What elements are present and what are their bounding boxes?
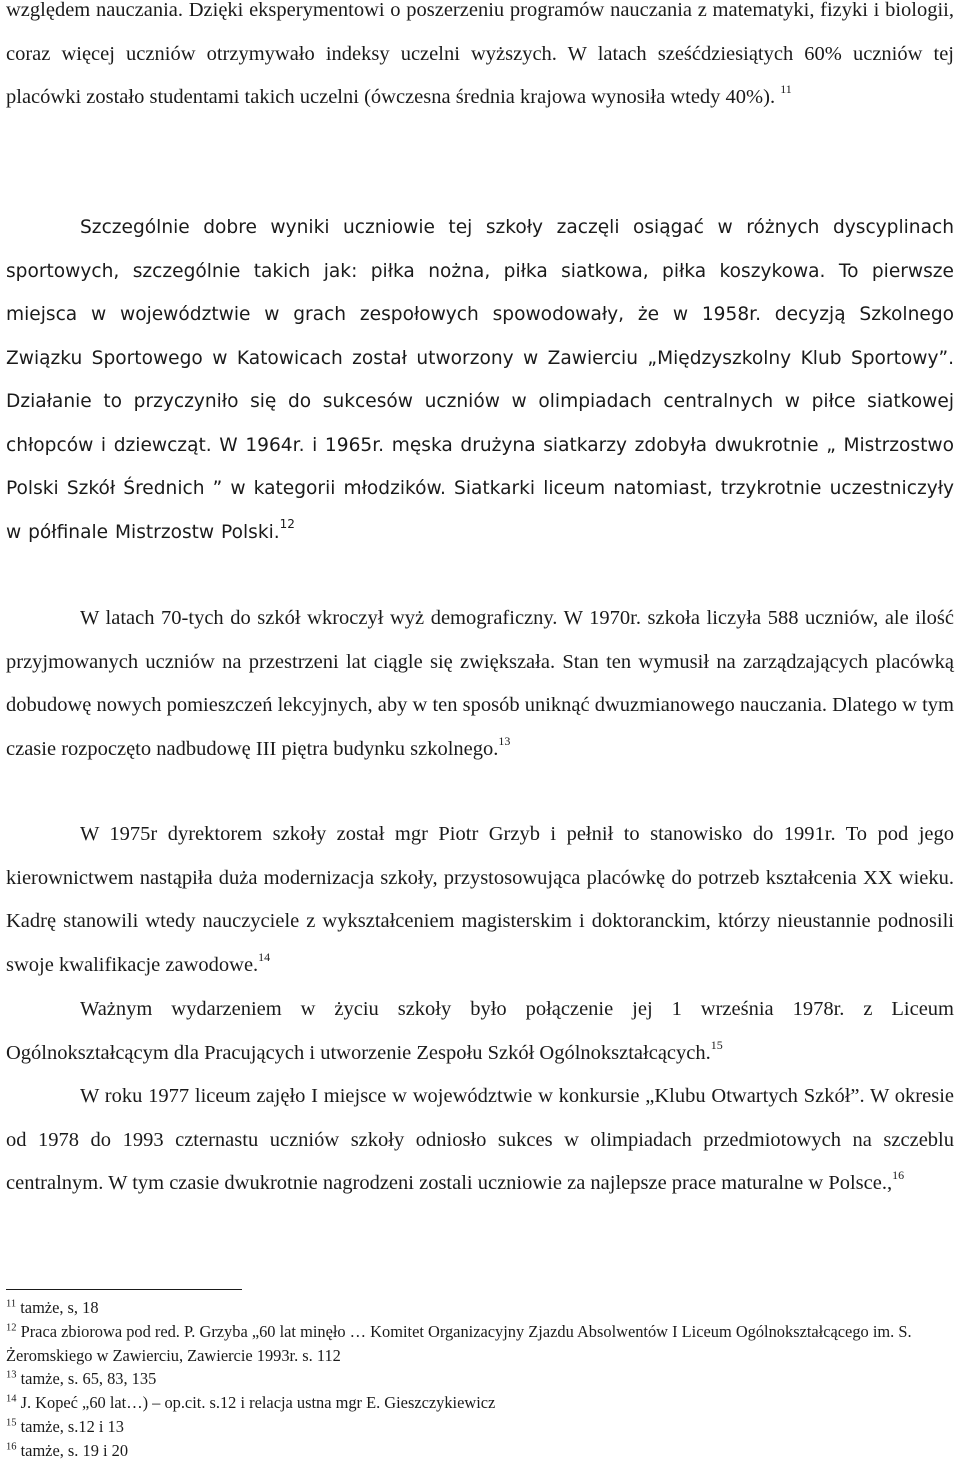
footnote-15 [6,1415,956,1439]
footnote-number: 15 [6,1417,17,1429]
footnote-ref-14[interactable]: 14 [258,949,271,964]
footnote-text: tamże, s.12 i 13 [20,1417,124,1436]
footnote-ref-12[interactable]: 12 [279,516,295,531]
footnote-text: tamże, s. 65, 83, 135 [20,1369,157,1388]
footnote-ref-16[interactable]: 16 [892,1167,905,1182]
paragraph-6-text: W roku 1977 liceum zajęło I miejsce w województwie w konkursie „Klubu Otwartych Szkół”. W okresie od 1978 do 1993 czternastu uczniów szkoły odniosło sukces w olimpiadach przedmiotowych na szczeblu centralnym. W tym czasie dwukrotnie nagrodzeni zostali uczniowie za najlepsze prace maturalne w Polsce., [6,1085,954,1194]
footnote-14 [6,1391,956,1415]
footnote-text: tamże, s. 19 i 20 [20,1441,129,1460]
paragraph-4-text: W 1975r dyrektorem szkoły został mgr Piotr Grzyb i pełnił to stanowisko do 1991r. To pod jego kierownictwem nastąpiła duża modernizacja szkoły, przystosowująca placówkę do potrzeb kształcenia XX wieku. Kadrę stanowili wtedy nauczyciele z wykształceniem magisterskim i doktoranckim, którzy nieustannie podnosili swoje kwalifikacje zawodowe. [6,823,954,976]
footnote-ref-11[interactable]: 11 [780,81,792,96]
paragraph-2 [6,206,954,554]
paragraph-1 [6,0,954,120]
footnote-separator [6,1289,242,1290]
footnote-ref-15[interactable]: 15 [710,1037,723,1052]
paragraph-2-text: Szczególnie dobre wyniki uczniowie tej szkoły zaczęli osiągać w różnych dyscyplinach sportowych, szczególnie takich jak: piłka nożna, piłka siatkowa, piłka koszykowa. To pierwsze miejsca w województwie w grach zespołowych spowodowały, że w 1958r. decyzją Szkolnego Związku Sportowego w Katowicach został utworzony w Zawierciu „Międzyszkolny Klub Sportowy”. Działanie to przyczyniło się do sukcesów uczniów w olimpiadach centralnych w piłce siatkowej chłopców i dziewcząt. W 1964r. i 1965r. męska drużyna siatkarzy zdobyła dwukrotnie „ Mistrzostwo Polski Szkół Średnich ” w kategorii młodzików. Siatkarki liceum natomiast, trzykrotnie uczestniczyły w półfinale Mistrzostw Polski. [6,217,954,543]
paragraph-3 [6,597,954,771]
footnote-text: J. Kopeć „60 lat…) – op.cit. s.12 i relacja ustna mgr E. Gieszczykiewicz [20,1393,496,1412]
footnote-text: tamże, s, 18 [20,1298,99,1317]
footnote-13 [6,1367,956,1391]
footnote-text: Praca zbiorowa pod red. P. Grzyba „60 lat minęło … Komitet Organizacyjny Zjazdu Absolwentów I Liceum Ogólnokształcącego im. S. Żeromskiego w Zawierciu, Zawiercie 1993r. s. 112 [6,1322,912,1365]
footnote-ref-13[interactable]: 13 [498,733,511,748]
footnote-16 [6,1439,956,1463]
paragraph-1-text: względem nauczania. Dzięki eksperymentowi o poszerzeniu programów nauczania z matematyki, fizyki i biologii, coraz więcej uczniów otrzymywało indeksy uczelni wyższych. W latach sześćdziesiątych 60% uczniów tej placówki zostało studentami takich uczelni (ówczesna średnia krajowa wynosiła wtedy 40%). [6,0,954,108]
footnote-number: 16 [6,1441,17,1453]
paragraph-3-text: W latach 70-tych do szkół wkroczył wyż demograficzny. W 1970r. szkoła liczyła 588 uczniów, ale ilość przyjmowanych uczniów na przestrzeni lat ciągle się zwiększała. Stan ten wymusił na zarządzających placówką dobudowę nowych pomieszczeń lekcyjnych, aby w ten sposób uniknąć dwuzmianowego nauczania. Dlatego w tym czasie rozpoczęto nadbudowę III piętra budynku szkolnego. [6,607,954,760]
paragraph-6 [6,1075,954,1206]
footnote-number: 13 [6,1369,17,1381]
paragraph-5 [6,988,954,1075]
footnote-12 [6,1320,956,1367]
footnote-11 [6,1296,956,1320]
footnote-number: 14 [6,1393,17,1405]
footnote-number: 12 [6,1322,17,1334]
paragraph-4 [6,813,954,987]
paragraph-5-text: Ważnym wydarzeniem w życiu szkoły było połączenie jej 1 września 1978r. z Liceum Ogólnokształcącym dla Pracujących i utworzenie Zespołu Szkół Ogólnokształcących. [6,998,954,1064]
footnote-number: 11 [6,1298,17,1310]
